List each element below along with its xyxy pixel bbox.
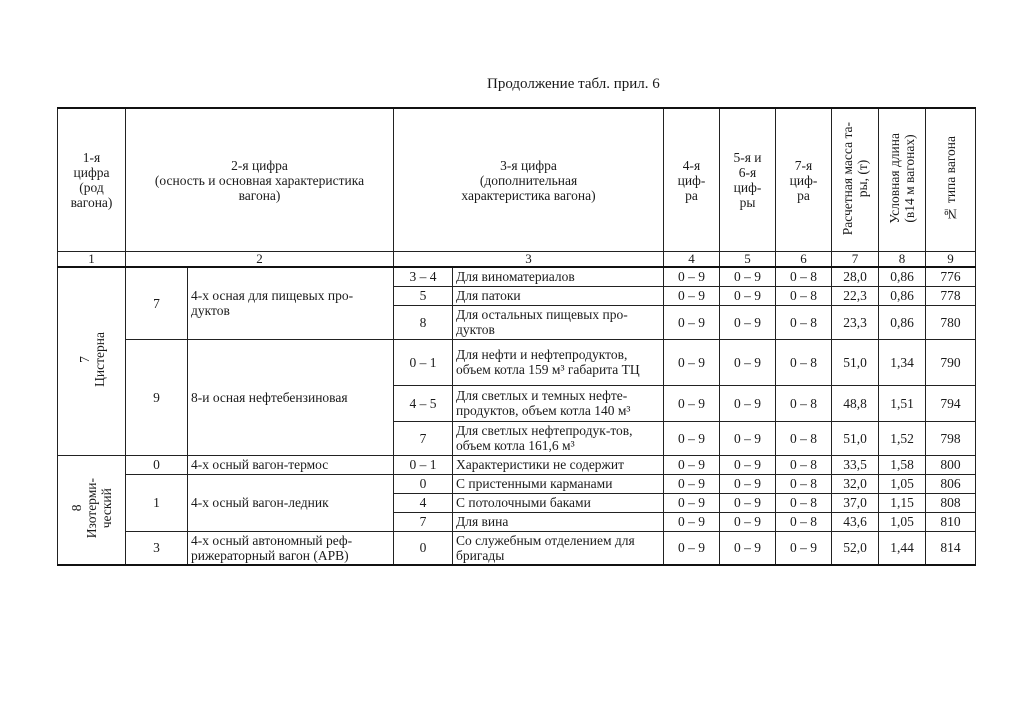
digit56-cell: 0 – 9 [720,474,776,493]
wagon-type-number-cell: 808 [926,493,976,512]
header-col-3 [394,108,664,252]
digit2-cell: 3 [126,531,188,565]
digit3-cell: 4 – 5 [394,385,453,421]
header-col-8 [879,108,926,252]
digit3-description: Для светлых и темных нефте-продуктов, объем котла 140 м³ [453,385,664,421]
digit56-cell: 0 – 9 [720,385,776,421]
digit7-cell: 0 – 8 [776,455,832,474]
wagon-type-number-cell: 798 [926,421,976,455]
header-col-9-text: № типа вагона [943,135,958,222]
digit7-cell: 0 – 9 [776,531,832,565]
column-number: 1 [58,252,126,268]
digit3-description: Для виноматериалов [453,267,664,286]
tare-mass-cell: 32,0 [832,474,879,493]
header-col-1-line: 1-я [82,150,101,165]
digit3-description: Характеристики не содержит [453,455,664,474]
header-col-5-line: ры [739,195,756,210]
tare-mass-cell: 23,3 [832,305,879,339]
header-col-1-line: цифра [73,165,110,180]
header-col-8-text [887,133,917,224]
digit7-cell: 0 – 8 [776,339,832,385]
digit56-cell: 0 – 9 [720,531,776,565]
header-col-6-line: 7-я [794,157,813,173]
wagon-type-number-cell: 780 [926,305,976,339]
column-number: 2 [126,252,394,268]
digit56-cell: 0 – 9 [720,493,776,512]
digit4-cell: 0 – 9 [664,385,720,421]
wagon-kind-code: 7 [76,356,92,364]
wagon-kind-name: Цистерна [91,332,107,388]
table-row [58,474,976,493]
wagon-kind-name: ческий [99,488,114,529]
digit2-description: 4-х осная для пищевых про-дуктов [188,267,394,339]
tare-mass-cell: 28,0 [832,267,879,286]
conditional-length-cell: 1,44 [879,531,926,565]
conditional-length-cell: 0,86 [879,286,926,305]
conditional-length-cell: 1,58 [879,455,926,474]
digit3-description: Для нефти и нефтепродуктов, объем котла 159 м³ габарита ТЦ [453,339,664,385]
digit4-cell: 0 – 9 [664,305,720,339]
digit2-cell: 7 [126,267,188,339]
header-col-2-line: вагона) [238,187,281,203]
header-col-6-line: ра [797,187,810,203]
conditional-length-cell: 1,05 [879,474,926,493]
wagon-type-number-cell: 800 [926,455,976,474]
digit3-cell: 7 [394,421,453,455]
digit7-cell: 0 – 8 [776,493,832,512]
digit7-cell: 0 – 8 [776,305,832,339]
digit3-cell: 8 [394,305,453,339]
header-col-2-line: (осность и основная характеристика [154,172,365,188]
digit3-cell: 4 [394,493,453,512]
header-col-3-line: 3-я цифра [500,157,557,173]
wagon-type-number-cell: 776 [926,267,976,286]
header-row [58,108,976,252]
wagon-type-number-cell: 814 [926,531,976,565]
digit56-cell: 0 – 9 [720,305,776,339]
header-col-8-line: Условная длина [887,133,902,224]
column-number: 6 [776,252,832,268]
digit3-description: Со служебным отделением для бригады [453,531,664,565]
header-col-4 [664,108,720,252]
header-col-6 [776,108,832,252]
tare-mass-cell: 43,6 [832,512,879,531]
wagon-type-number-cell: 794 [926,385,976,421]
digit2-description: 4-х осный вагон-ледник [188,474,394,531]
digit7-cell: 0 – 8 [776,474,832,493]
header-col-5-line: 5-я и [733,150,762,165]
header-col-5 [720,108,776,252]
wagon-kind-cell [58,455,126,565]
digit3-description: С потолочными баками [453,493,664,512]
digit4-cell: 0 – 9 [664,339,720,385]
digit7-cell: 0 – 8 [776,267,832,286]
column-number: 3 [394,252,664,268]
header-col-1-line: (род [79,180,104,195]
table-row [58,531,976,565]
wagon-kind-code: 8 [69,504,84,512]
wagon-type-number-cell: 778 [926,286,976,305]
header-col-5-line: циф- [733,180,762,195]
header-col-7-line: Расчетная масса та- [840,121,855,236]
header-col-4-line: 4-я [682,157,701,173]
conditional-length-cell: 0,86 [879,267,926,286]
table-caption: Продолжение табл. прил. 6 [487,76,660,92]
column-number: 8 [879,252,926,268]
digit56-cell: 0 – 9 [720,455,776,474]
header-col-1-line: вагона) [70,195,113,210]
digit4-cell: 0 – 9 [664,455,720,474]
conditional-length-cell: 1,52 [879,421,926,455]
digit3-cell: 0 [394,531,453,565]
digit56-cell: 0 – 9 [720,421,776,455]
header-col-4-line: циф- [677,172,706,188]
digit3-cell: 0 – 1 [394,339,453,385]
conditional-length-cell: 0,86 [879,305,926,339]
digit3-cell: 3 – 4 [394,267,453,286]
header-col-4-line: ра [685,187,698,203]
conditional-length-cell: 1,34 [879,339,926,385]
digit7-cell: 0 – 8 [776,421,832,455]
conditional-length-cell: 1,15 [879,493,926,512]
tare-mass-cell: 37,0 [832,493,879,512]
header-col-8-line: (в14 м вагонах) [902,134,917,223]
column-number: 9 [926,252,976,268]
tare-mass-cell: 51,0 [832,339,879,385]
digit3-cell: 0 – 1 [394,455,453,474]
digit4-cell: 0 – 9 [664,267,720,286]
digit4-cell: 0 – 9 [664,421,720,455]
table-row [58,339,976,385]
header-col-2 [126,108,394,252]
digit3-description: С пристенными карманами [453,474,664,493]
digit56-cell: 0 – 9 [720,267,776,286]
tare-mass-cell: 52,0 [832,531,879,565]
wagon-kind-name: Изотерми- [84,478,99,539]
header-col-6-line: циф- [789,172,818,188]
header-col-5-line: 6-я [738,165,757,180]
table-row [58,267,976,286]
digit7-cell: 0 – 8 [776,512,832,531]
header-col-7 [832,108,879,252]
column-number: 7 [832,252,879,268]
digit2-cell: 9 [126,339,188,455]
digit4-cell: 0 – 9 [664,474,720,493]
column-number: 4 [664,252,720,268]
tare-mass-cell: 48,8 [832,385,879,421]
digit4-cell: 0 – 9 [664,286,720,305]
digit3-cell: 0 [394,474,453,493]
digit3-cell: 7 [394,512,453,531]
digit2-cell: 1 [126,474,188,531]
digit7-cell: 0 – 8 [776,286,832,305]
wagon-type-number-cell: 806 [926,474,976,493]
digit4-cell: 0 – 9 [664,531,720,565]
wagon-code-table [57,107,976,566]
table-row [58,455,976,474]
digit3-description: Для остальных пищевых про-дуктов [453,305,664,339]
digit2-description: 8-и осная нефтебензиновая [188,339,394,455]
conditional-length-cell: 1,51 [879,385,926,421]
digit4-cell: 0 – 9 [664,512,720,531]
wagon-type-number-cell: 790 [926,339,976,385]
wagon-kind-cell [58,267,126,455]
header-col-3-line: характеристика вагона) [461,187,596,203]
digit2-description: 4-х осный автономный реф-рижераторный вагон (АРВ) [188,531,394,565]
digit56-cell: 0 – 9 [720,286,776,305]
digit56-cell: 0 – 9 [720,339,776,385]
header-col-7-line: ры, (т) [855,159,870,198]
tare-mass-cell: 22,3 [832,286,879,305]
conditional-length-cell: 1,05 [879,512,926,531]
header-col-3-line: (дополнительная [479,172,578,188]
tare-mass-cell: 51,0 [832,421,879,455]
digit3-description: Для светлых нефтепродук-тов, объем котла 161,6 м³ [453,421,664,455]
digit56-cell: 0 – 9 [720,512,776,531]
wagon-kind-text [77,332,107,387]
digit4-cell: 0 – 9 [664,493,720,512]
digit2-cell: 0 [126,455,188,474]
header-col-9 [926,108,976,252]
header-col-7-text [840,122,870,235]
header-col-2-line: 2-я цифра [231,157,288,173]
digit2-description: 4-х осный вагон-термос [188,455,394,474]
digit3-description: Для патоки [453,286,664,305]
digit3-cell: 5 [394,286,453,305]
wagon-type-number-cell: 810 [926,512,976,531]
digit7-cell: 0 – 8 [776,385,832,421]
digit3-description: Для вина [453,512,664,531]
column-number-row [58,252,976,268]
tare-mass-cell: 33,5 [832,455,879,474]
column-number: 5 [720,252,776,268]
wagon-kind-text [69,478,114,538]
header-col-1 [58,108,126,252]
